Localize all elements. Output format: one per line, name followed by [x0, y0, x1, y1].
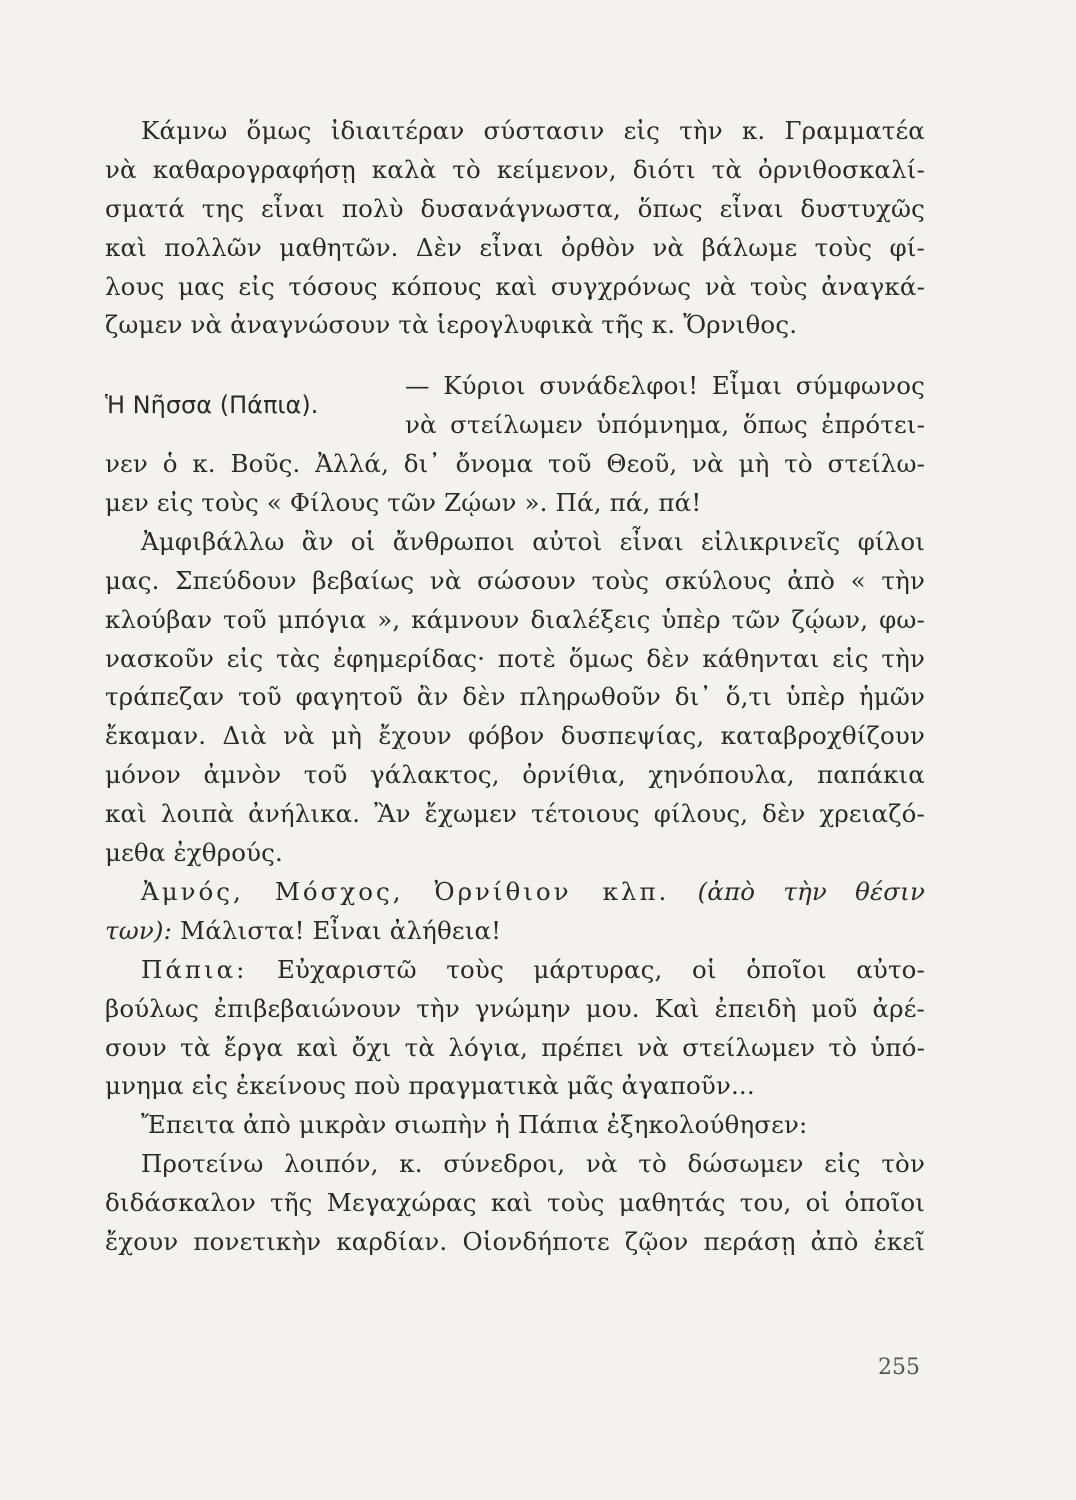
chorus-block — [105, 873, 925, 951]
text-line: νὰ στείλωμεν ὑπόμνημα, ὅπως ἐπρότει- — [405, 410, 925, 440]
page-number: 255 — [878, 1355, 920, 1380]
text-line: καὶ πολλῶν μαθητῶν. Δὲν εἶναι ὀρθὸν νὰ βάλωμε τοὺς φί- — [105, 232, 925, 262]
text-line: μόνον ἀμνὸν τοῦ γάλακτος, ὀρνίθια, χηνόπουλα, παπάκια — [105, 760, 925, 790]
text-line — [105, 951, 925, 990]
papia-speech — [105, 951, 925, 1107]
text-line — [105, 912, 925, 951]
text-line: — Κύριοι συνάδελφοι! Εἶμαι σύμφωνος — [405, 371, 925, 401]
speech-text: Εὐχαριστῶ τοὺς μάρτυρας, οἱ ὁποῖοι αὐτο- — [276, 954, 925, 984]
text-line: βούλως ἐπιβεβαιώνουν τὴν γνώμην μου. Καὶ ἐπειδὴ μοῦ ἀρέ- — [105, 993, 925, 1023]
speaker-block — [105, 367, 925, 445]
text-line: μας. Σπεύδουν βεβαίως νὰ σώσουν τοὺς σκύλους ἀπὸ « τὴν — [105, 565, 925, 595]
text-line: Ἀμφιβάλλω ἂν οἱ ἄνθρωποι αὐτοὶ εἶναι εἰλικρινεῖς φίλοι — [141, 526, 925, 556]
chorus-speech: Μάλιστα! Εἶναι ἀλήθεια! — [179, 915, 502, 945]
speaker-speech — [405, 367, 925, 445]
paragraph-1 — [105, 112, 925, 345]
text-line: καὶ λοιπὰ ἀνήλικα. Ἂν ἔχωμεν τέτοιους φίλους, δὲν χρειαζό- — [105, 799, 925, 829]
section-gap — [105, 345, 925, 367]
narration-line: Ἔπειτα ἀπὸ μικρὰν σιωπὴν ἡ Πάπια ἐξηκολούθησεν: — [141, 1110, 808, 1140]
page-body — [105, 112, 925, 1262]
stage-direction: (ἀπὸ τὴν θέσιν — [697, 876, 925, 906]
text-line: νὰ καθαρογραφήσῃ καλὰ τὸ κείμενον, διότι τὰ ὀρνιθοσκαλί- — [105, 154, 925, 184]
text-line: σματά της εἶναι πολὺ δυσανάγνωστα, ὅπως εἶναι δυστυχῶς — [105, 193, 925, 223]
text-line: νεν ὁ κ. Βοῦς. Ἀλλά, δι᾽ ὄνομα τοῦ Θεοῦ, νὰ μὴ τὸ στείλω- — [105, 449, 925, 479]
speaker-label: Ἡ Νῆσσα (Πάπια). — [105, 391, 319, 420]
paragraph-4 — [105, 1145, 925, 1262]
paragraph-3 — [105, 523, 925, 873]
text-line: ζωμεν νὰ ἀναγνώσουν τὰ ἱερογλυφικὰ τῆς κ. Ὄρνιθος. — [105, 310, 798, 340]
text-line: μεθα ἐχθρούς. — [105, 838, 283, 868]
text-line: νασκοῦν εἰς τὰς ἐφημερίδας· ποτὲ ὅμως δὲν κάθηνται εἰς τὴν — [105, 643, 925, 673]
text-line: σουν τὰ ἔργα καὶ ὄχι τὰ λόγια, πρέπει νὰ στείλωμεν τὸ ὑπό- — [105, 1032, 925, 1062]
paragraph-2 — [105, 445, 925, 523]
stage-direction: των): — [105, 915, 172, 945]
text-line: μεν εἰς τοὺς « Φίλους τῶν Ζῴων ». Πά, πά, πά! — [105, 488, 702, 518]
text-line: λους μας εἰς τόσους κόπους καὶ συγχρόνως νὰ τοὺς ἀναγκά- — [105, 271, 925, 301]
text-line: διδάσκαλον τῆς Μεγαχώρας καὶ τοὺς μαθητάς του, οἱ ὁποῖοι — [105, 1188, 925, 1218]
text-line: Προτείνω λοιπόν, κ. σύνεδροι, νὰ τὸ δώσωμεν εἰς τὸν — [141, 1149, 925, 1179]
text-line: κλούβαν τοῦ μπόγια », κάμνουν διαλέξεις ὑπὲρ τῶν ζῴων, φω- — [105, 604, 925, 634]
text-line: Κάμνω ὅμως ἰδιαιτέραν σύστασιν εἰς τὴν κ. Γραμματέα — [141, 116, 925, 145]
text-line: μνημα εἰς ἐκείνους ποὺ πραγματικὰ μᾶς ἀγαποῦν... — [105, 1071, 755, 1101]
text-line: ἔκαμαν. Διὰ νὰ μὴ ἔχουν φόβον δυσπεψίας, καταβροχθίζουν — [105, 721, 925, 751]
speaker-name: Πάπια: — [141, 954, 248, 984]
text-line: τράπεζαν τοῦ φαγητοῦ ἂν δὲν πληρωθοῦν δι᾽ ὅ,τι ὑπὲρ ἡμῶν — [105, 682, 925, 712]
text-line: ἔχουν πονετικὴν καρδίαν. Οἱονδήποτε ζῷον περάσῃ ἀπὸ ἐκεῖ — [105, 1226, 925, 1256]
chorus-speakers: Ἀμνός, Μόσχος, Ὀρνίθιον κλπ. — [141, 876, 670, 906]
text-line — [105, 873, 925, 912]
